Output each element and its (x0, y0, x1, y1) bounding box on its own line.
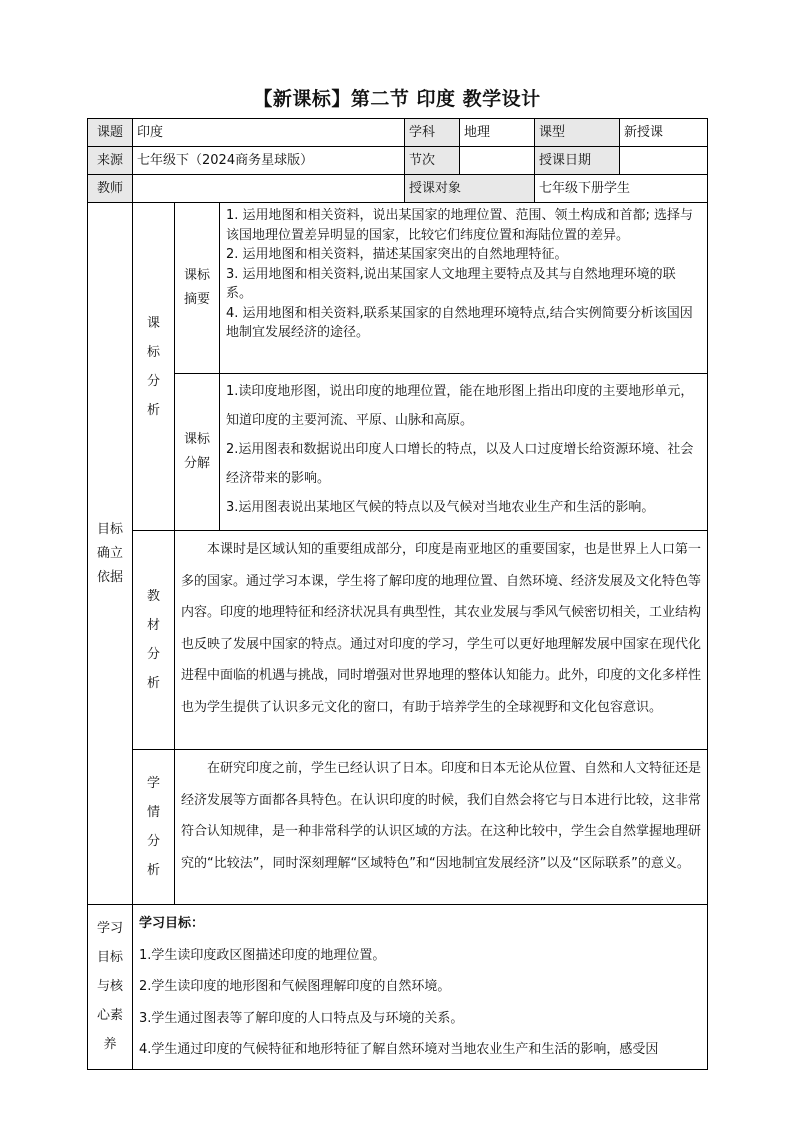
objectives-label: 学习 目标 与核 心素 养 (88, 905, 133, 1070)
header-row-2 (88, 147, 708, 175)
source-label: 来源 (88, 147, 133, 175)
curriculum-analysis-label: 课 标 分 析 (133, 203, 175, 531)
audience-value: 七年级下册学生 (535, 175, 708, 203)
type-value: 新授课 (620, 119, 708, 147)
decompose-item: 1.读印度地形图，说出印度的地理位置，能在地形图上指出印度的主要地形单元，知道印度的主要河流、平原、山脉和高原。 (226, 384, 694, 428)
date-label: 授课日期 (535, 147, 620, 175)
objectives-row (88, 905, 708, 1070)
session-value (460, 147, 535, 175)
basis-label: 目标 确立 依据 (88, 203, 133, 905)
summary-row (88, 203, 708, 374)
objective-item: 1.学生读印度政区图描述印度的地理位置。 (139, 947, 386, 963)
learner-content (175, 750, 708, 905)
learner-text: 在研究印度之前，学生已经认识了日本。印度和日本无论从位置、自然和人文特征还是经济发展等方面都各具特色。在认识印度的时候，我们自然会将它与日本进行比较，这非常符合认知规律，是一种非常科学的认识区域的方法。在这种比较中，学生会自然掌握地理研究的“比较法”，同时深刻理解“区域特色”和“因地制宜发展经济”以及“区际联系”的意义。 (181, 761, 702, 871)
document-title: 【新课标】第二节 印度 教学设计 (253, 88, 541, 110)
objective-item: 3.学生通过图表等了解印度的人口特点及与环境的关系。 (139, 1010, 464, 1026)
decompose-row (88, 374, 708, 531)
subject-value: 地理 (460, 119, 535, 147)
summary-item: 2. 运用地图和相关资料，描述某国家突出的自然地理特征。 (226, 247, 568, 262)
objectives-heading: 学习目标： (139, 916, 205, 931)
decompose-item: 2.运用图表和数据说出印度人口增长的特点，以及人口过度增长给资源环境、社会经济带来的影响。 (226, 442, 694, 486)
topic-label: 课题 (88, 119, 133, 147)
subject-label: 学科 (405, 119, 460, 147)
objective-item: 4.学生通过印度的气候特征和地形特征了解自然环境对当地农业生产和生活的影响，感受因 (139, 1042, 659, 1057)
summary-content (220, 203, 708, 374)
decompose-item: 3.运用图表说出某地区气候的特点以及气候对当地农业生产和生活的影响。 (226, 500, 655, 515)
textbook-content (175, 531, 708, 750)
objectives-content (133, 905, 708, 1070)
type-label: 课型 (535, 119, 620, 147)
learner-label: 学 情 分 析 (133, 750, 175, 905)
summary-item: 3. 运用地图和相关资料,说出某国家人文地理主要特点及其与自然地理环境的联系。 (226, 266, 676, 301)
topic-value: 印度 (133, 119, 405, 147)
audience-label: 授课对象 (405, 175, 535, 203)
header-row-3 (88, 175, 708, 203)
date-value (620, 147, 708, 175)
teacher-value (133, 175, 405, 203)
session-label: 节次 (405, 147, 460, 175)
summary-item: 4. 运用地图和相关资料,联系某国家的自然地理环境特点,结合实例简要分析该国因地制宜发展经济的途径。 (226, 305, 693, 340)
textbook-text: 本课时是区域认知的重要组成部分，印度是南亚地区的重要国家，也是世界上人口第一多的国家。通过学习本课，学生将了解印度的地理位置、自然环境、经济发展及文化特色等内容。印度的地理特征和经济状况具有典型性，其农业发展与季风气候密切相关，工业结构也反映了发展中国家的特点。通过对印度的学习，学生可以更好地理解发展中国家在现代化进程中面临的机遇与挑战，同时增强对世界地理的整体认知能力。此外，印度的文化多样性也为学生提供了认识多元文化的窗口，有助于培养学生的全球视野和文化包容意识。 (181, 542, 702, 715)
decompose-content (220, 374, 708, 531)
source-value: 七年级下（2024商务星球版） (133, 147, 405, 175)
textbook-label: 教 材 分 析 (133, 531, 175, 750)
lesson-plan-table (87, 118, 708, 1070)
header-row-1 (88, 119, 708, 147)
teacher-label: 教师 (88, 175, 133, 203)
decompose-label: 课标 分解 (175, 374, 220, 531)
objective-item: 2.学生读印度的地形图和气候图理解印度的自然环境。 (139, 979, 451, 994)
textbook-row (88, 531, 708, 750)
summary-item: 1. 运用地图和相关资料，说出某国家的地理位置、范围、领土构成和首都; 选择与该国地理位置差异明显的国家，比较它们纬度位置和海陆位置的差异。 (226, 208, 694, 243)
summary-label: 课标 摘要 (175, 203, 220, 374)
learner-row (88, 750, 708, 905)
